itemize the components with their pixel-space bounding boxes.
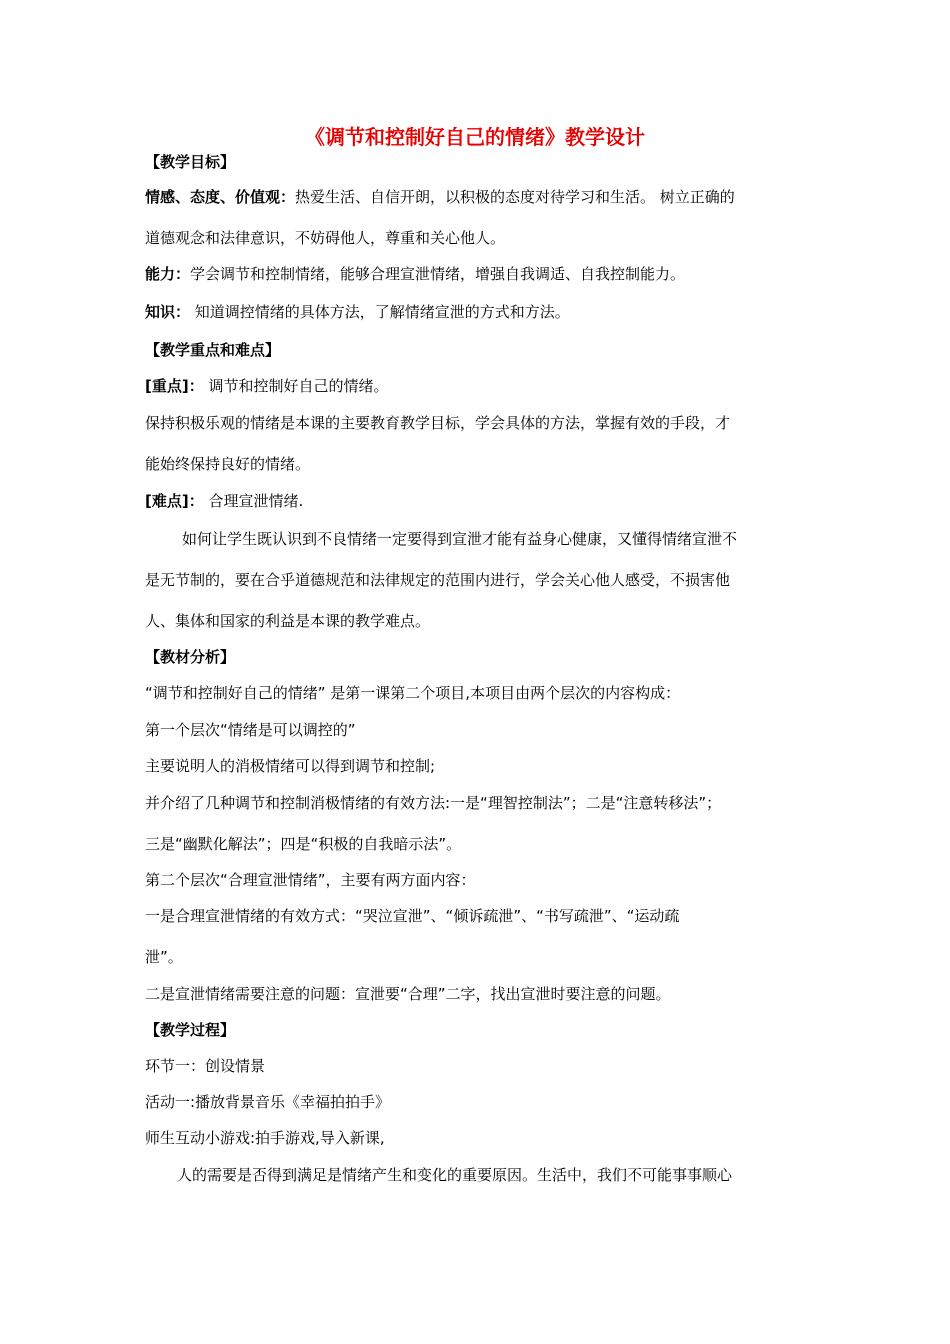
- section-heading-analysis: 【教材分析】: [145, 648, 236, 666]
- goal-ability-line: [145, 264, 685, 284]
- difficulty-para-2: 是无节制的，要在合乎道德规范和法律规定的范围内进行，学会关心他人感受，不损害他: [145, 571, 731, 589]
- analysis-line-9: 二是宣泄情绪需要注意的问题：宣泄要“合理”二字，找出宣泄时要注意的问题。: [145, 985, 671, 1003]
- process-line-1: 环节一：创设情景: [145, 1057, 266, 1075]
- keypoint-text: 调节和控制好自己的情绪。: [203, 377, 389, 395]
- difficulty-label: [难点]：: [145, 492, 204, 510]
- analysis-line-6: 第二个层次“合理宣泄情绪”，主要有两方面内容：: [145, 871, 476, 889]
- goal-knowledge-line: [145, 302, 570, 322]
- section-heading-keypoints: 【教学重点和难点】: [145, 341, 281, 359]
- difficulty-line: [145, 491, 303, 511]
- difficulty-para-1: 如何让学生既认识到不良情绪一定要得到宣泄才能有益身心健康，又懂得情绪宣泄不: [182, 530, 738, 548]
- analysis-line-2: 第一个层次“情绪是可以调控的”: [145, 721, 356, 739]
- goal-knowledge-label: 知识：: [145, 303, 191, 321]
- process-line-2: 活动一:播放背景音乐《幸福拍拍手》: [145, 1093, 391, 1111]
- analysis-line-3: 主要说明人的消极情绪可以得到调节和控制;: [145, 757, 436, 775]
- goal-knowledge-text: 知道调控情绪的具体方法，了解情绪宣泄的方式和方法。: [190, 303, 570, 321]
- document-title: 《调节和控制好自己的情绪》教学设计: [305, 125, 645, 149]
- section-heading-goals: 【教学目标】: [145, 153, 236, 171]
- analysis-line-5: 三是“幽默化解法”；四是“积极的自我暗示法”。: [145, 835, 462, 853]
- keypoint-label: [重点]：: [145, 377, 204, 395]
- process-line-4: 人的需要是否得到满足是情绪产生和变化的重要原因。生活中，我们不可能事事顺心: [177, 1166, 733, 1184]
- goal-ability-text: 学会调节和控制情绪，能够合理宣泄情绪，增强自我调适、自我控制能力。: [190, 265, 686, 283]
- goal-emotion-line-2: 道德观念和法律意识，不妨碍他人，尊重和关心他人。: [145, 229, 506, 247]
- keypoint-para-1: 保持积极乐观的情绪是本课的主要教育教学目标，学会具体的方法，掌握有效的手段，才: [145, 414, 731, 432]
- difficulty-para-3: 人、集体和国家的利益是本课的教学难点。: [145, 612, 431, 630]
- analysis-line-8: 泄”。: [145, 948, 183, 966]
- goal-emotion-label: 情感、态度、价值观：: [145, 188, 296, 206]
- difficulty-text: 合理宣泄情绪.: [203, 492, 304, 510]
- keypoint-line: [145, 376, 389, 396]
- analysis-line-4: 并介绍了几种调节和控制消极情绪的有效方法:一是“理智控制法”；二是“注意转移法”；: [145, 794, 722, 812]
- section-heading-process: 【教学过程】: [145, 1021, 236, 1039]
- process-line-3: 师生互动小游戏:拍手游戏,导入新课,: [145, 1129, 385, 1147]
- goal-emotion-line: [145, 187, 735, 207]
- goal-ability-label: 能力：: [145, 265, 191, 283]
- keypoint-para-2: 能始终保持良好的情绪。: [145, 455, 311, 473]
- goal-emotion-text: 热爱生活、自信开朗，以积极的态度对待学习和生活。 树立正确的: [295, 188, 735, 206]
- analysis-line-7: 一是合理宣泄情绪的有效方式：“哭泣宣泄”、“倾诉疏泄”、“书写疏泄”、“运动疏: [145, 907, 680, 925]
- analysis-line-1: “调节和控制好自己的情绪” 是第一课第二个项目,本项目由两个层次的内容构成：: [145, 684, 681, 702]
